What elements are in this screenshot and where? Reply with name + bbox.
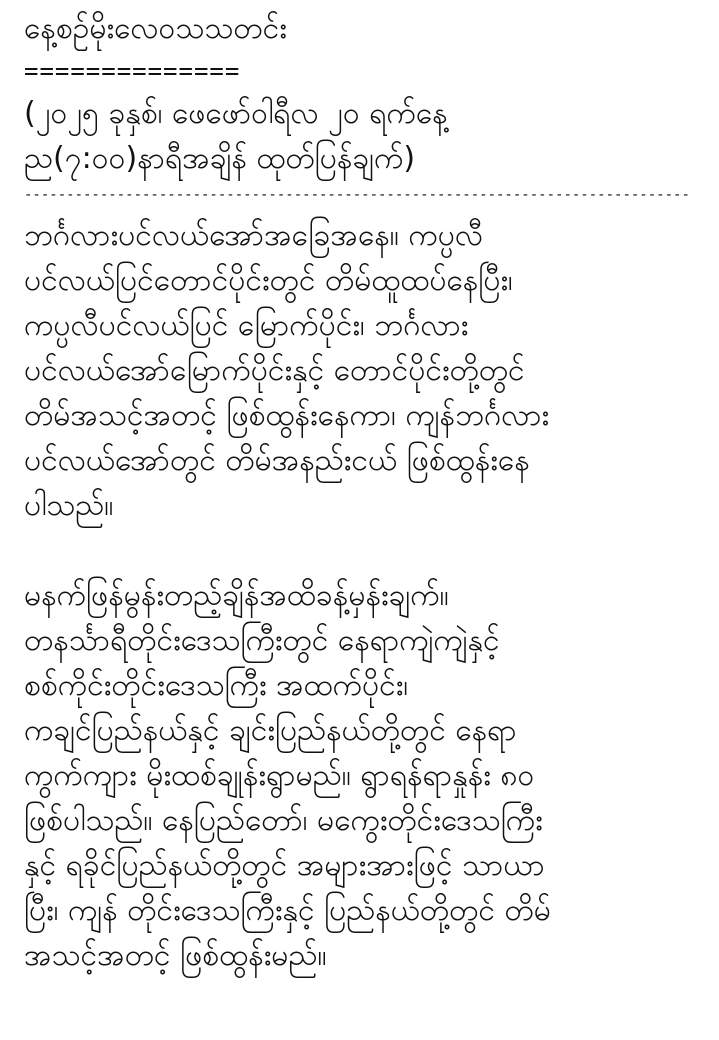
paragraph-line: ပြီး၊ ကျန် တိုင်းဒေသကြီးနှင့် ပြည်နယ်တို့တွင် တိမ်	[24, 893, 551, 928]
paragraph-line: ဘင်္ဂလားပင်လယ်အော်အခြေအနေ။ ကပ္ပလီ	[24, 218, 483, 253]
paragraph-bay-of-bengal	[24, 213, 699, 528]
paragraph-line: ပါသည်။	[24, 488, 114, 523]
page-title: နေ့စဥ်မိုးလေဝသသတင်း	[24, 11, 287, 46]
paragraph-line: ကချင်ပြည်နယ်နှင့် ချင်းပြည်နယ်တို့တွင် နေရာ	[24, 713, 517, 748]
paragraph-line: ပင်လယ်အော်တွင် တိမ်အနည်းငယ် ဖြစ်ထွန်းနေ	[24, 443, 530, 478]
paragraph-line: ပင်လယ်ပြင်တောင်ပိုင်းတွင် တိမ်ထူထပ်နေပြီး၊	[24, 263, 513, 298]
paragraph-line: နှင့် ရခိုင်ပြည်နယ်တို့တွင် အများအားဖြင့် သာယာ	[24, 848, 545, 883]
paragraph-line: ကွက်ကျား မိုးထစ်ချုန်းရွာမည်။ ရွာရန်ရာနှုန်း ၈၀	[24, 758, 535, 793]
section-divider: -------------------------------------------------------------------------------	[24, 187, 690, 203]
title-underline: ==============	[24, 57, 241, 85]
document-page	[24, 0, 699, 978]
paragraph-spacer	[24, 528, 699, 573]
paragraph-line: တနင်္သာရီတိုင်းဒေသကြီးတွင် နေရာကျဲကျဲနှင့်	[24, 623, 500, 658]
paragraph-line: ပင်လယ်အော်မြောက်ပိုင်းနှင့် တောင်ပိုင်းတို့တွင်	[24, 353, 525, 388]
paragraph-line: မနက်ဖြန်မွန်းတည့်ချိန်အထိခန့်မှန်းချက်။	[24, 578, 449, 613]
paragraph-forecast	[24, 573, 699, 978]
timestamp-line-2: ည(၇:၀၀)နာရီအချိန် ထုတ်ပြန်ချက်)	[24, 141, 416, 176]
paragraph-line: ဖြစ်ပါသည်။ နေပြည်တော်၊ မကွေးတိုင်းဒေသကြီး	[24, 803, 543, 838]
paragraph-line: တိမ်အသင့်အတင့် ဖြစ်ထွန်းနေကာ၊ ကျန်ဘင်္ဂလား	[24, 398, 550, 433]
header-section	[24, 0, 699, 207]
paragraph-line: အသင့်အတင့် ဖြစ်ထွန်းမည်။	[24, 938, 327, 973]
timestamp-line-1: (၂၀၂၅ ခုနှစ်၊ ဖေဖော်ဝါရီလ ၂၀ ရက်နေ့	[24, 96, 448, 131]
paragraph-line: စစ်ကိုင်းတိုင်းဒေသကြီး အထက်ပိုင်း၊	[24, 668, 409, 703]
paragraph-line: ကပ္ပလီပင်လယ်ပြင် မြောက်ပိုင်း၊ ဘင်္ဂလား	[24, 308, 469, 343]
